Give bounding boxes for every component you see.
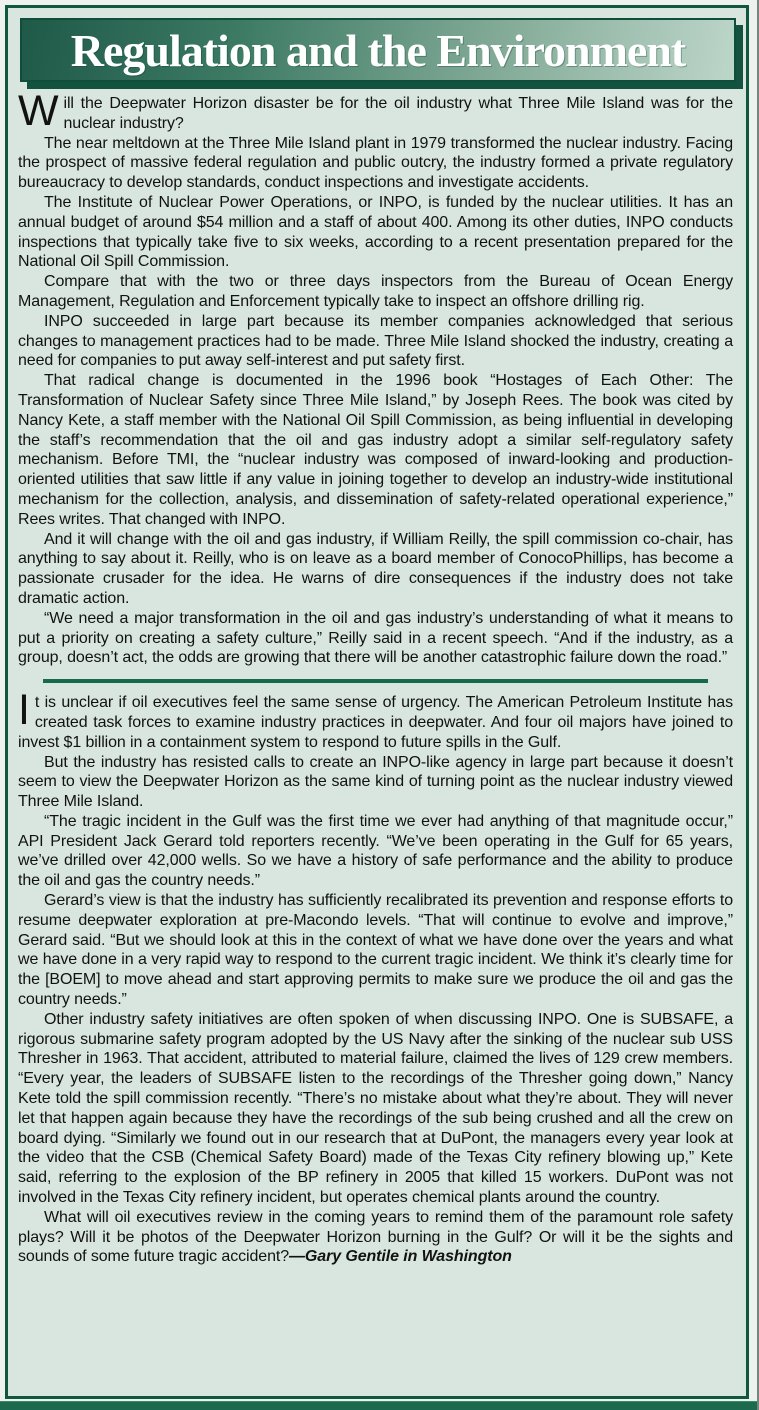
paragraph: INPO succeeded in large part because its member companies acknowledged that serious changes to management practices had to be made. Three Mile Island shocked the industry, creating a need for companies to put away self-interest and put safety first. [18, 312, 733, 370]
article-body [8, 82, 746, 1267]
paragraph: And it will change with the oil and gas industry, if William Reilly, the spill commission co-chair, has anything to say about it. Reilly, who is on leave as a board member of ConocoPhillips, has become a passionate crusader for the idea. He warns of dire consequences if the industry does not take dramatic action. [18, 530, 733, 607]
paragraph-text: t is unclear if oil executives feel the same sense of urgency. The American Petroleum Institute has created task forces to examine industry practices in deepwater. And four oil majors have joined to invest $1 billion in a containment system to respond to future spills in the Gulf. [18, 694, 733, 751]
paragraph: But the industry has resisted calls to create an INPO-like agency in large part because it doesn’t seem to view the Deepwater Horizon as the same kind of turning point as the nuclear industry viewed Three Mile Island. [18, 753, 733, 811]
paragraph: “The tragic incident in the Gulf was the first time we ever had anything of that magnitude occur,” API President Jack Gerard told reporters recently. “We’ve been operating in the Gulf for 65 years, we’ve drilled over 42,000 wells. So we have a history of safe performance and the ability to produce the oil and gas the country needs.” [18, 812, 733, 890]
paragraph: That radical change is documented in the 1996 book “Hostages of Each Other: The Transformation of Nuclear Safety since Three Mile Island,” by Joseph Rees. The book was cited by Nancy Kete, a staff member with the National Oil Spill Commission, as being influential in developing the staff’s recommendation that the oil and gas industry adopt a similar self-regulatory safety mechanism. Before TMI, the “nuclear industry was composed of inward-looking and production-oriented utilities that saw little if any value in joining together to develop an industry-wide institutional mechanism for the collection, analysis, and dissemination of safety-related operational experience,” Rees writes. That changed with INPO. [18, 372, 733, 528]
lead-paragraph [18, 87, 733, 135]
article-title-banner [20, 18, 736, 82]
drop-cap: W [18, 87, 59, 135]
paragraph: Other industry safety initiatives are often spoken of when discussing INPO. One is SUBSAFE, a rigorous submarine safety program adopted by the US Navy after the sinking of the nuclear sub USS Thresher in 1963. That accident, attributed to material failure, claimed the lives of 129 crew members. “Every year, the leaders of SUBSAFE listen to the recordings of the Thresher going down,” Nancy Kete told the spill commission recently. “There’s no mistake about what they’re about. They will never let that happen again because they have the recordings of the sub being crushed and all the crew on board dying. “Similarly we found out in our research that at DuPont, the managers every year look at the video that the CSB (Chemical Safety Board) made of the Texas City refinery blowing up,” Kete said, referring to the explosion of the BP refinery in 2005 that killed 15 workers. DuPont was not involved in the Texas City refinery incident, but operates chemical plants around the country. [18, 1010, 733, 1207]
lead-paragraph [18, 686, 733, 752]
article-title: Regulation and the Environment [70, 24, 686, 76]
paragraph: Compare that with the two or three days inspectors from the Bureau of Ocean Energy Management, Regulation and Enforcement typically take to inspect an offshore drilling rig. [18, 273, 733, 310]
paragraph: Gerard’s view is that the industry has sufficiently recalibrated its prevention and response efforts to resume deepwater exploration at pre-Macondo levels. “That will continue to evolve and improve,” Gerard said. “But we should look at this in the context of what we have done over the years and what we have done in a very rapid way to respond to the current tragic incident. We think it’s clearly time for the [BOEM] to move ahead and start approving permits to make sure we produce the oil and gas the country needs.” [18, 892, 733, 1009]
paragraph-text: What will oil executives review in the coming years to remind them of the paramount role safety plays? Will it be photos of the Deepwater Horizon burning in the Gulf? Or will it be the sights and sounds of some future tragic accident? [18, 1208, 733, 1266]
section-divider [43, 679, 708, 683]
article-section-2 [18, 686, 733, 1267]
paragraph: The Institute of Nuclear Power Operations, or INPO, is funded by the nuclear utilities. It has an annual budget of around $54 million and a staff of about 400. Among its other duties, INPO conducts inspections that typically take five to six weeks, according to a recent presentation prepared for the National Oil Spill Commission. [18, 193, 733, 271]
article-section-1 [18, 87, 733, 668]
closing-paragraph [18, 1208, 733, 1267]
paragraph: The near meltdown at the Three Mile Island plant in 1979 transformed the nuclear industry. Facing the prospect of massive federal regulation and public outcry, the industry formed a private regulatory bureaucracy to develop standards, conduct inspections and investigate accidents. [18, 134, 733, 192]
author-signature: —Gary Gentile in Washington [289, 1248, 512, 1266]
article-box [5, 5, 749, 1399]
drop-cap: I [18, 686, 30, 735]
paragraph-text: ill the Deepwater Horizon disaster be for the oil industry what Three Mile Island was for the nuclear industry? [63, 95, 733, 132]
bottom-rule-bar [0, 1401, 759, 1410]
paragraph: “We need a major transformation in the oil and gas industry’s understanding of what it means to put a priority on creating a safety culture,” Reilly said in a recent speech. “And if the industry, as a group, doesn’t act, the odds are growing that there will be another catastrophic failure down the road.” [18, 609, 733, 667]
